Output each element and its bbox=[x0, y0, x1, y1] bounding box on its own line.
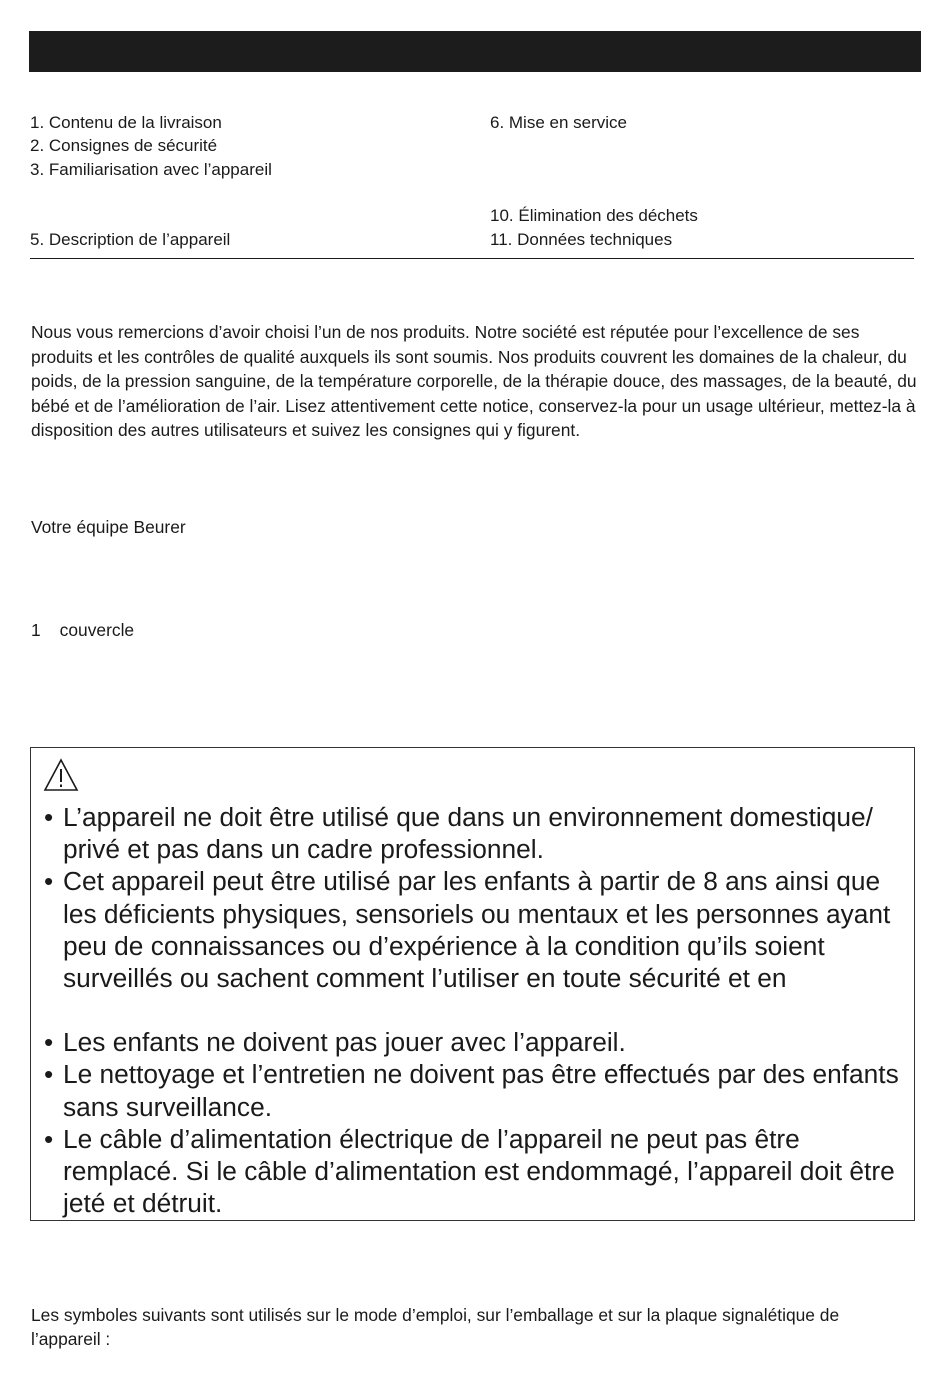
toc-item[interactable]: 2. Consignes de sécurité bbox=[30, 136, 218, 155]
warning-triangle-icon bbox=[43, 758, 79, 792]
safety-warning-list bbox=[43, 801, 911, 1219]
toc-item[interactable]: 6. Mise en service bbox=[490, 113, 627, 132]
table-of-contents bbox=[30, 112, 914, 259]
warning-item: • L’appareil ne doit être utilisé que dans un environnement domestique/ privé et pas dans un cadre professionnel. bbox=[43, 801, 911, 865]
safety-warning-box bbox=[30, 747, 915, 1221]
toc-item[interactable]: 10. Élimination des déchets bbox=[490, 206, 698, 225]
part-label: couvercle bbox=[59, 620, 135, 640]
warning-item: • Cet appareil peut être utilisé par les enfants à partir de 8 ans ainsi que les déficients physiques, sensoriels ou mentaux et les personnes ayant peu de connaissances ou d’expérience à la condition qu’ils soient surveillés ou sachent comment l’utiliser en toute sécurité et en bbox=[43, 865, 911, 994]
warning-item: • Le nettoyage et l’entretien ne doivent pas être effectués par des enfants sans surveillance. bbox=[43, 1058, 911, 1122]
toc-item[interactable]: 5. Description de l’appareil bbox=[30, 230, 231, 249]
intro-paragraph: Nous vous remercions d’avoir choisi l’un de nos produits. Notre société est réputée pour l’excellence de ses produits et les contrôles de qualité auxquels ils sont soumis. Nos produits couvrent les domaines de la chaleur, du poids, de la pression sanguine, de la température corporelle, de la thérapie douce, des massages, de la beauté, du bébé et de l’amélioration de l’air. Lisez attentivement cette notice, conservez-la pour un usage ultérieur, mettez-la à disposition des autres utilisateurs et suivez les consignes qui y figurent. bbox=[31, 322, 917, 441]
header-bar bbox=[29, 31, 921, 72]
part-list-item bbox=[31, 620, 134, 641]
part-number: 1 bbox=[31, 620, 41, 640]
symbols-intro-paragraph: Les symboles suivants sont utilisés sur le mode d’emploi, sur l’emballage et sur la plaque signalétique de l’appareil : bbox=[31, 1305, 840, 1349]
toc-item[interactable]: 3. Familiarisation avec l’appareil bbox=[30, 160, 272, 179]
warning-item: • Les enfants ne doivent pas jouer avec l’appareil. bbox=[43, 1026, 911, 1058]
toc-item[interactable]: 11. Données techniques bbox=[490, 230, 673, 249]
warning-item: • Le câble d’alimentation électrique de l’appareil ne peut pas être remplacé. Si le câble d’alimentation est endommagé, l’appareil doit être jeté et détruit. bbox=[43, 1123, 911, 1220]
signature: Votre équipe Beurer bbox=[31, 517, 186, 537]
toc-item[interactable]: 1. Contenu de la livraison bbox=[30, 113, 222, 132]
warning-gap bbox=[43, 994, 911, 1026]
